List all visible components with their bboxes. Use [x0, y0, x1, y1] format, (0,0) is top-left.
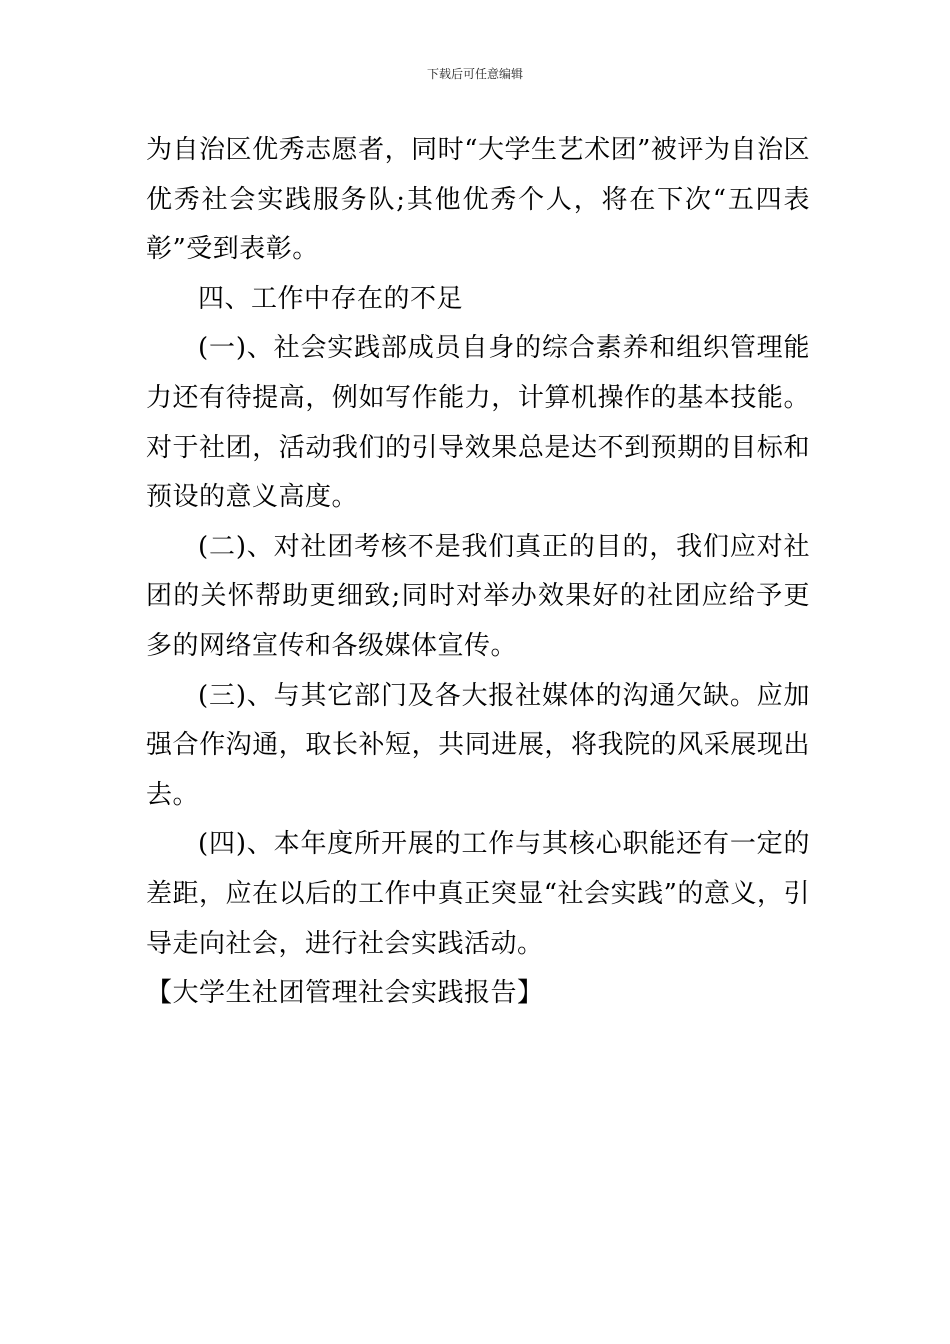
paragraph-continuation: 为自治区优秀志愿者，同时“大学生艺术团”被评为自治区优秀社会实践服务队;其他优秀个人，将在下次“五四表彰”受到表彰。: [146, 135, 810, 265]
paragraph-item-2: (二)、对社团考核不是我们真正的目的，我们应对社团的关怀帮助更细致;同时对举办效果好的社团应给予更多的网络宣传和各级媒体宣传。: [146, 531, 810, 661]
paragraph-item-3: (三)、与其它部门及各大报社媒体的沟通欠缺。应加强合作沟通，取长补短，共同进展，将我院的风采展现出去。: [146, 680, 810, 810]
document-body: [146, 126, 810, 1019]
paragraph-item-4: (四)、本年度所开展的工作与其核心职能还有一定的差距，应在以后的工作中真正突显“社会实践”的意义，引导走向社会，进行社会实践活动。: [146, 829, 810, 959]
document-title-footer: 【大学生社团管理社会实践报告】: [146, 978, 544, 1009]
page-header: 下载后可任意编辑: [426, 67, 523, 81]
paragraph-item-1: (一)、社会实践部成员自身的综合素养和组织管理能力还有待提高，例如写作能力，计算机操作的基本技能。对于社团，活动我们的引导效果总是达不到预期的目标和预设的意义高度。: [146, 333, 810, 513]
section-heading: 四、工作中存在的不足: [198, 283, 464, 314]
